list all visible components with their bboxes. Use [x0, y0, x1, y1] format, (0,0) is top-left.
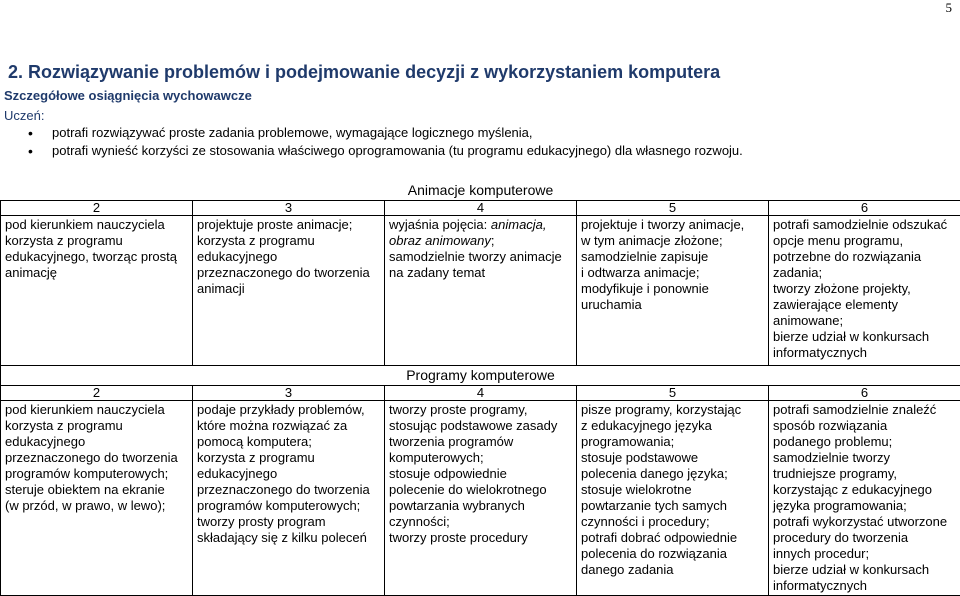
requirement-cell: tworzy proste programy, stosując podstawowe zasady tworzenia programów komputerowych; stosuje odpowiednie polecenie do wielokrotnego powtarzania wybranych czynności; tworzy proste procedury — [385, 401, 577, 596]
grade-header: 3 — [193, 386, 385, 401]
grade-header: 2 — [1, 386, 193, 401]
term-animation: animacja, — [491, 217, 547, 232]
animation-requirements-table — [0, 178, 960, 366]
student-label: Uczeń: — [4, 108, 44, 123]
requirement-cell: potrafi samodzielnie odszukać opcje menu programu, potrzebne do rozwiązania zadania; tworzy złożone projekty, zawierające elementy animowane; bierze udział w konkursach informatycznych — [769, 216, 960, 366]
grade-header: 6 — [769, 201, 960, 216]
bullet-item: • potrafi rozwiązywać proste zadania problemowe, wymagające logicznego myślenia, — [0, 124, 743, 142]
requirement-cell: projektuje i tworzy animacje, w tym animacje złożone; samodzielnie zapisuje i odtwarza animacje; modyfikuje i ponownie uruchamia — [577, 216, 769, 366]
requirement-cell: pod kierunkiem nauczyciela korzysta z programu edukacyjnego przeznaczonego do tworzenia programów komputerowych; steruje obiektem na ekranie (w przód, w prawo, w lewo); — [1, 401, 193, 596]
bullet-item: • potrafi wynieść korzyści ze stosowania właściwego oprogramowania (tu programu edukacyjnego) dla własnego rozwoju. — [0, 142, 743, 160]
grade-header: 4 — [385, 201, 577, 216]
term-prefix: wyjaśnia pojęcia: — [389, 217, 491, 232]
term-suffix: ; — [491, 233, 495, 248]
section-heading: 2. Rozwiązywanie problemów i podejmowanie decyzji z wykorzystaniem komputera — [8, 62, 720, 83]
grade-header: 3 — [193, 201, 385, 216]
requirement-cell: potrafi samodzielnie znaleźć sposób rozwiązania podanego problemu; samodzielnie tworzy trudniejsze programy, korzystając z edukacyjnego języka programowania; potrafi wykorzystać utworzone procedury do tworzenia innych procedur; bierze udział w konkursach informatycznych — [769, 401, 960, 596]
requirement-text: samodzielnie tworzy animacje na zadany temat — [389, 249, 562, 280]
grade-header: 5 — [577, 386, 769, 401]
table-title: Animacje komputerowe — [1, 178, 960, 201]
term-animated-image: obraz animowany — [389, 233, 491, 248]
grade-header: 4 — [385, 386, 577, 401]
requirement-cell: pisze programy, korzystając z edukacyjnego języka programowania; stosuje podstawowe polecenia danego języka; stosuje wielokrotne powtarzanie tych samych czynności i procedury; potrafi dobrać odpowiednie polecenia do rozwiązania danego zadania — [577, 401, 769, 596]
grade-header: 2 — [1, 201, 193, 216]
requirement-cell: pod kierunkiem nauczyciela korzysta z programu edukacyjnego, tworząc prostą animację — [1, 216, 193, 366]
bullet-list — [0, 124, 743, 160]
grade-header: 6 — [769, 386, 960, 401]
grade-header: 5 — [577, 201, 769, 216]
requirement-cell — [385, 216, 577, 366]
requirement-cell: podaje przykłady problemów, które można rozwiązać za pomocą komputera; korzysta z programu edukacyjnego przeznaczonego do tworzenia programów komputerowych; tworzy prosty program składający się z kilku poleceń — [193, 401, 385, 596]
requirement-cell: projektuje proste animacje; korzysta z programu edukacyjnego przeznaczonego do tworzenia animacji — [193, 216, 385, 366]
table-title: Programy komputerowe — [1, 363, 960, 386]
programs-requirements-table — [0, 363, 960, 596]
page-number: 5 — [946, 0, 953, 16]
subheading: Szczegółowe osiągnięcia wychowawcze — [4, 88, 252, 103]
